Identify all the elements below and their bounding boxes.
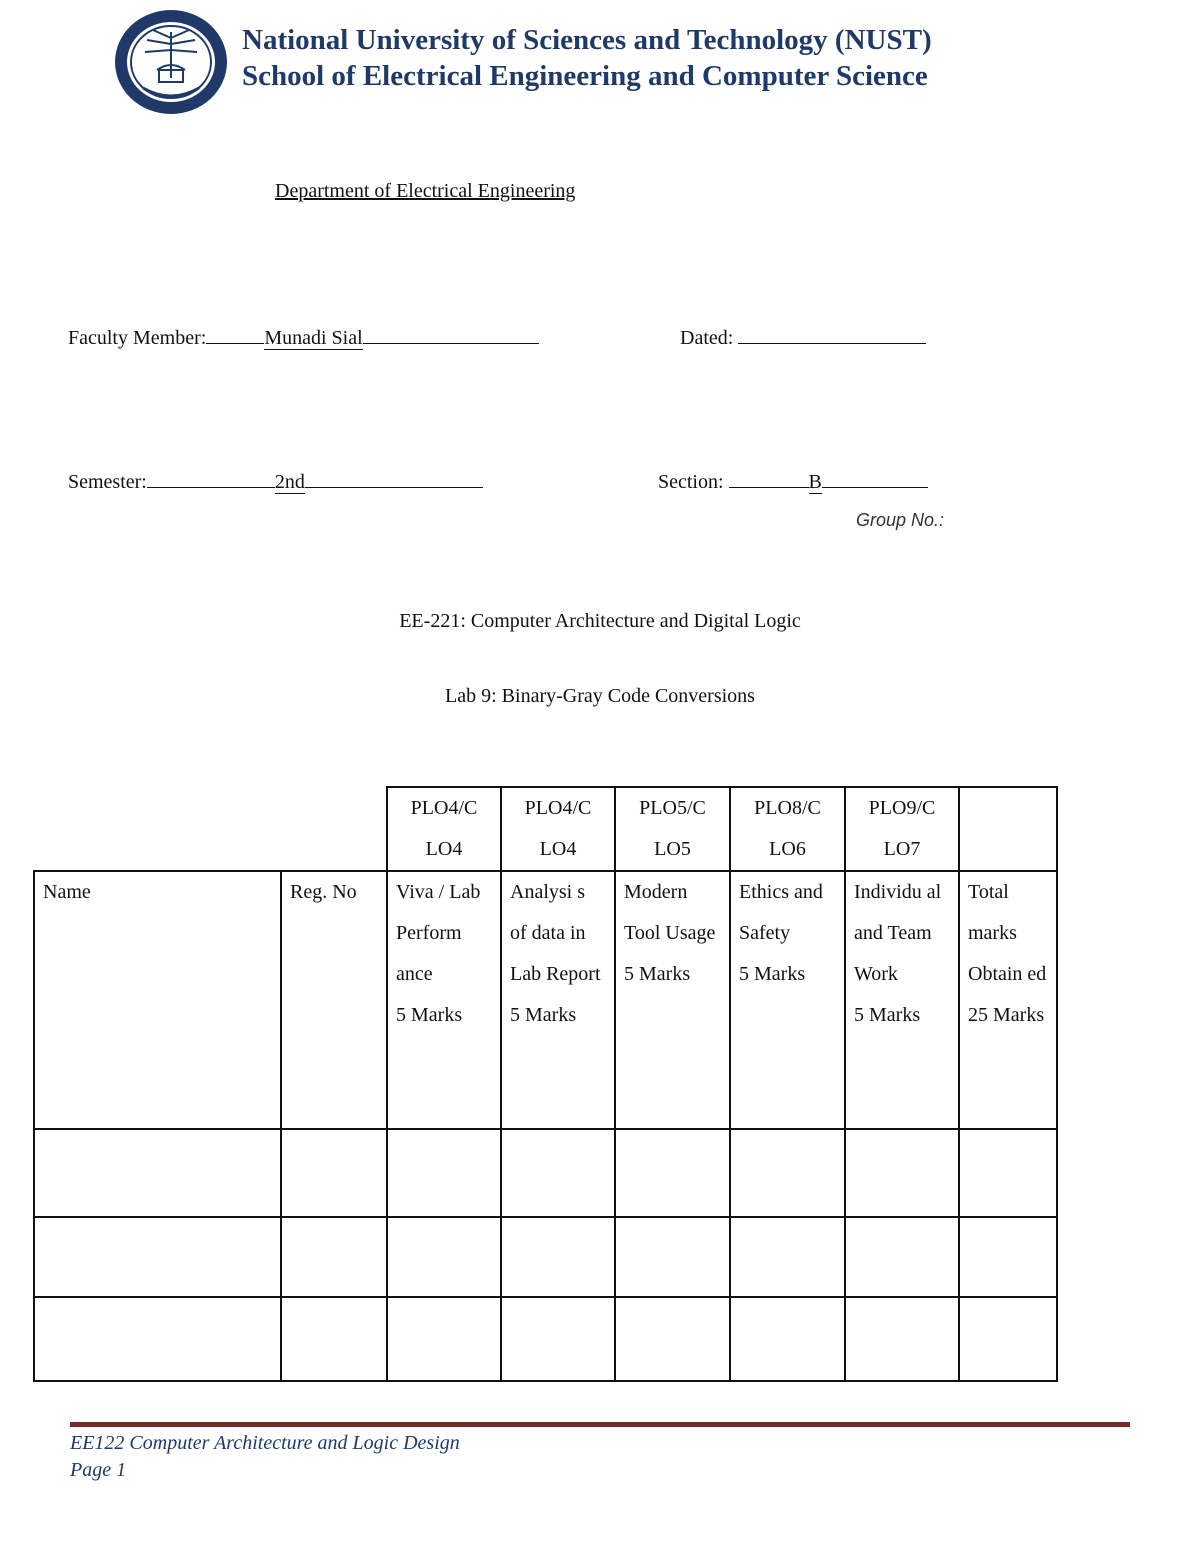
mark-entry[interactable] <box>387 1129 501 1217</box>
faculty-value: Munadi Sial <box>264 327 363 349</box>
mark-entry[interactable] <box>501 1217 615 1297</box>
footer-divider <box>70 1422 1130 1427</box>
total-cell <box>959 871 1057 1129</box>
plo-cell: PLO4/C LO4 <box>501 787 615 871</box>
mark-entry[interactable] <box>501 1129 615 1217</box>
mark-entry[interactable] <box>730 1297 845 1381</box>
group-number-label: Group No.: <box>856 510 945 530</box>
blank-cell <box>34 787 281 871</box>
mark-entry[interactable] <box>615 1297 730 1381</box>
criterion-marks: 5 Marks <box>854 1004 921 1026</box>
faculty-field <box>68 325 539 350</box>
criterion-cell <box>387 871 501 1129</box>
student-row <box>34 1129 1057 1217</box>
criterion-text: Analysi s of data in Lab Report <box>510 881 601 985</box>
mark-entry[interactable] <box>730 1129 845 1217</box>
criterion-text: Individu al and Team Work <box>854 881 942 985</box>
semester-label: Semester: <box>68 471 147 493</box>
criterion-cell <box>615 871 730 1129</box>
criterion-text: Viva / Lab Perform ance <box>396 881 481 985</box>
semester-blank-left <box>147 469 275 488</box>
section-label: Section: <box>658 471 724 493</box>
faculty-label: Faculty Member: <box>68 327 207 349</box>
semester-value: 2nd <box>274 471 305 493</box>
reg-no-entry[interactable] <box>281 1217 387 1297</box>
mark-entry[interactable] <box>845 1217 959 1297</box>
mark-entry[interactable] <box>387 1297 501 1381</box>
reg-no-header: Reg. No <box>281 871 387 1129</box>
mark-entry[interactable] <box>501 1297 615 1381</box>
mark-entry[interactable] <box>730 1217 845 1297</box>
faculty-blank-left <box>206 325 264 344</box>
plo-cell-empty <box>959 787 1057 871</box>
criterion-cell <box>730 871 845 1129</box>
criterion-cell <box>501 871 615 1129</box>
mark-entry[interactable] <box>845 1297 959 1381</box>
total-marks: 25 Marks <box>968 1004 1045 1026</box>
section-value: B <box>808 471 822 493</box>
institution-header <box>242 22 932 94</box>
name-entry[interactable] <box>34 1129 281 1217</box>
reg-no-entry[interactable] <box>281 1297 387 1381</box>
criterion-marks: 5 Marks <box>624 963 691 985</box>
plo-cell: PLO9/C LO7 <box>845 787 959 871</box>
plo-cell: PLO5/C LO5 <box>615 787 730 871</box>
criterion-text: Ethics and Safety <box>739 881 823 944</box>
footer-page-number: Page 1 <box>70 1459 127 1481</box>
plo-header-row <box>34 787 1057 871</box>
lab-title: Lab 9: Binary-Gray Code Conversions <box>445 685 755 707</box>
semester-blank-right <box>305 469 483 488</box>
total-entry[interactable] <box>959 1297 1057 1381</box>
criterion-cell <box>845 871 959 1129</box>
plo-cell: PLO4/C LO4 <box>387 787 501 871</box>
blank-cell <box>281 787 387 871</box>
dated-blank <box>738 325 926 344</box>
section-blank-right <box>822 469 928 488</box>
total-text: Total marks Obtain ed <box>968 881 1047 985</box>
name-header: Name <box>34 871 281 1129</box>
criterion-marks: 5 Marks <box>396 1004 463 1026</box>
criterion-marks: 5 Marks <box>739 963 806 985</box>
student-row <box>34 1217 1057 1297</box>
student-row <box>34 1297 1057 1381</box>
mark-entry[interactable] <box>615 1129 730 1217</box>
section-blank-left <box>729 469 809 488</box>
course-title: EE-221: Computer Architecture and Digital Logic <box>399 610 801 632</box>
university-name: National University of Sciences and Technology (NUST) <box>242 24 932 56</box>
department-title: Department of Electrical Engineering <box>275 180 576 202</box>
footer-course: EE122 Computer Architecture and Logic Design <box>70 1432 460 1454</box>
criterion-text: Modern Tool Usage <box>624 881 716 944</box>
page-footer <box>70 1430 460 1484</box>
name-entry[interactable] <box>34 1297 281 1381</box>
nust-seal-logo <box>113 8 229 116</box>
reg-no-entry[interactable] <box>281 1129 387 1217</box>
plo-cell: PLO8/C LO6 <box>730 787 845 871</box>
mark-entry[interactable] <box>387 1217 501 1297</box>
marks-table <box>33 786 1058 1382</box>
section-field <box>658 469 928 494</box>
total-entry[interactable] <box>959 1129 1057 1217</box>
mark-entry[interactable] <box>845 1129 959 1217</box>
name-entry[interactable] <box>34 1217 281 1297</box>
dated-label: Dated: <box>680 327 734 349</box>
semester-field <box>68 469 483 494</box>
faculty-blank-right <box>363 325 539 344</box>
criteria-header-row <box>34 871 1057 1129</box>
criterion-marks: 5 Marks <box>510 1004 577 1026</box>
dated-field <box>680 325 926 350</box>
total-entry[interactable] <box>959 1217 1057 1297</box>
mark-entry[interactable] <box>615 1217 730 1297</box>
school-name: School of Electrical Engineering and Computer Science <box>242 60 928 92</box>
